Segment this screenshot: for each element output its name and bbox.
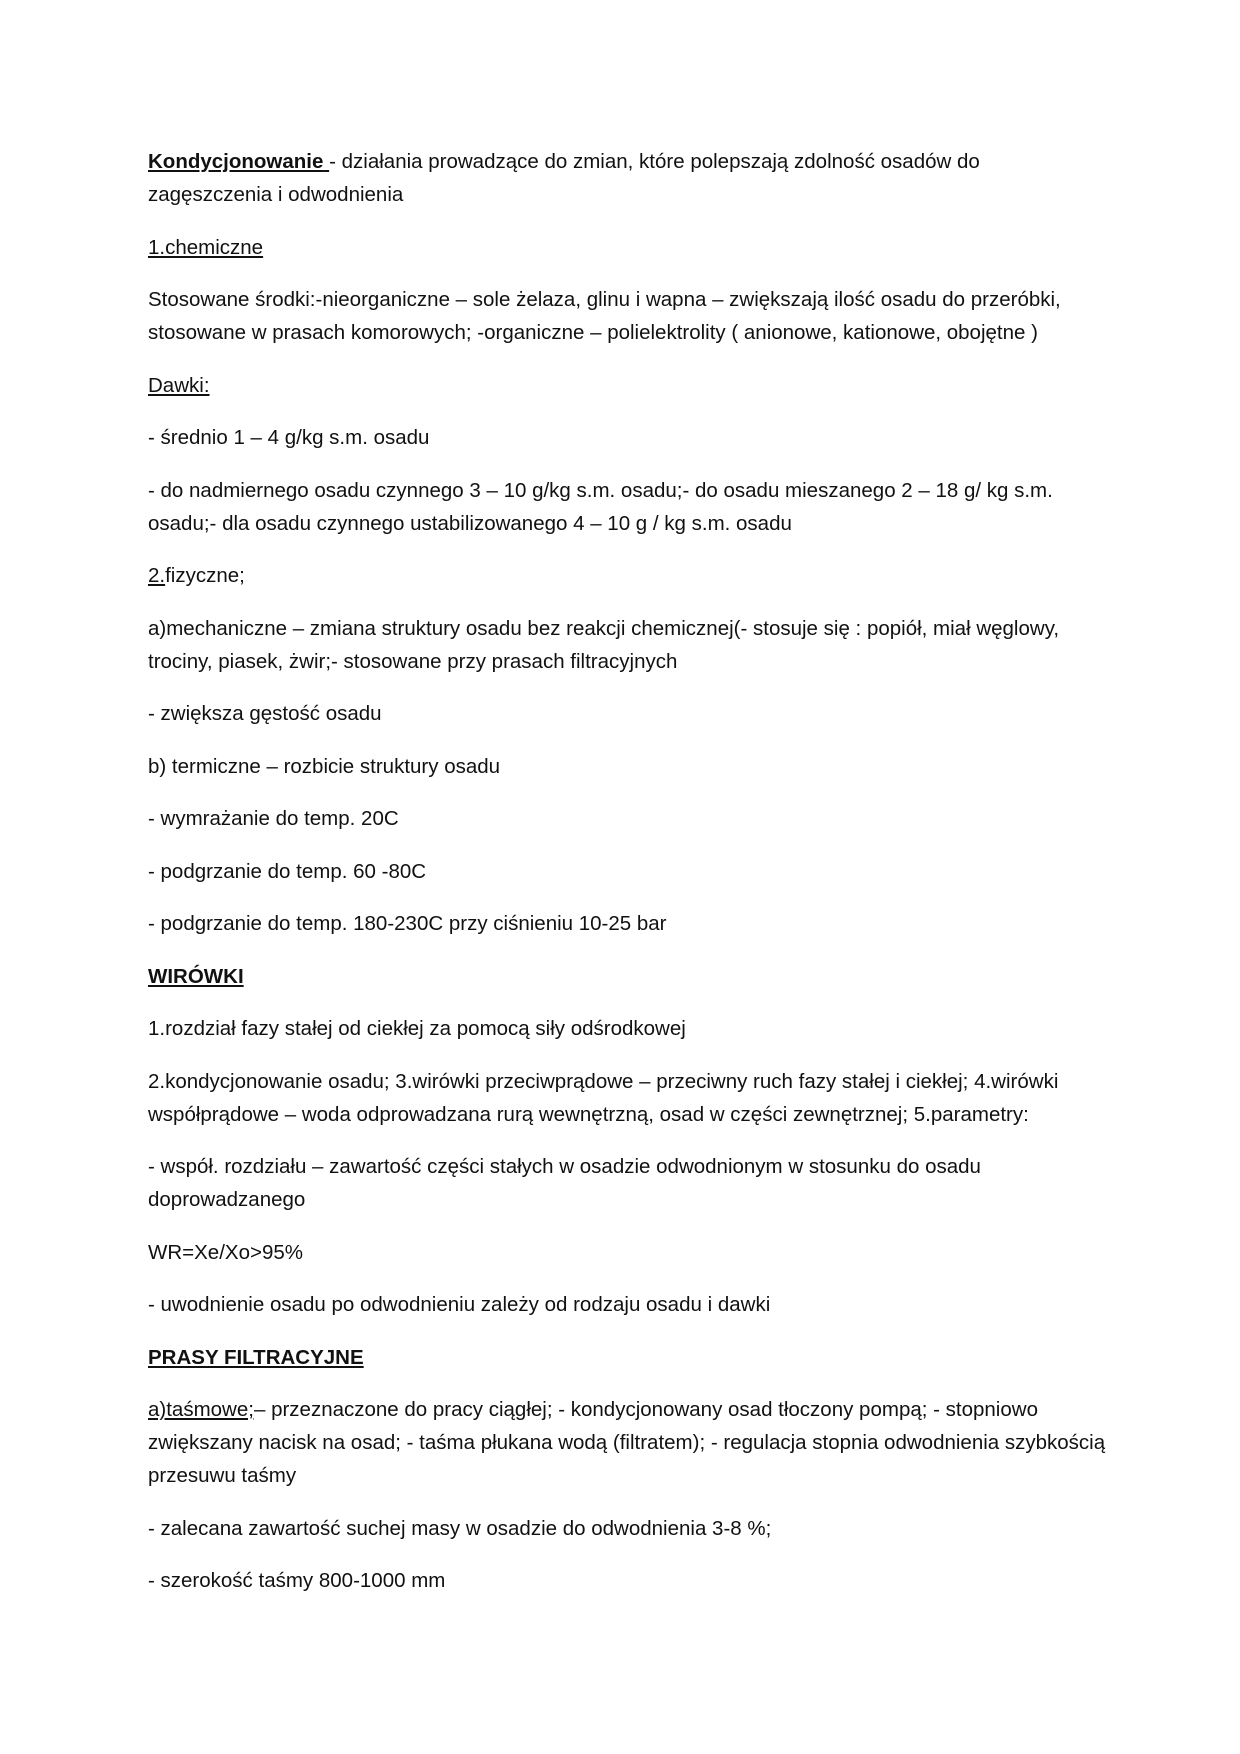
belt-press-label: a)taśmowe; <box>148 1398 254 1421</box>
mechanical-effect: - zwiększa gęstość osadu <box>148 702 382 725</box>
prasy-p2: - szerokość taśmy 800-1000 mm <box>148 1569 446 1592</box>
dose-average: - średnio 1 – 4 g/kg s.m. osadu <box>148 426 430 449</box>
thermal-heating-low: - podgrzanie do temp. 60 -80C <box>148 859 427 883</box>
doses-heading-text: Dawki: <box>148 373 210 397</box>
heading-prasy <box>148 1341 1108 1374</box>
wirowki-p1: 1.rozdział fazy stałej od ciekłej za pomocą siły odśrodkowej <box>148 1017 686 1040</box>
prasy-p1: - zalecana zawartość suchej masy w osadzie do odwodnienia 3-8 %; <box>148 1516 772 1540</box>
heading-chemiczne <box>148 231 1108 264</box>
heading-wirowki <box>148 960 1108 993</box>
intro-paragraph <box>148 145 1108 211</box>
document-page <box>148 145 1108 1617</box>
doses-heading <box>148 369 1108 402</box>
belt-press-paragraph <box>148 1393 1108 1492</box>
prasy-heading: PRASY FILTRACYJNE <box>148 1345 364 1369</box>
wirowki-formula: WR=Xe/Xo>95% <box>148 1240 303 1264</box>
thermal-freezing: - wymrażanie do temp. 20C <box>148 807 399 830</box>
mechanical-paragraph: a)mechaniczne – zmiana struktury osadu bez reakcji chemicznej(- stosuje się : popiół, miał węglowy, trociny, piasek, żwir;- stosowane przy prasach filtracyjnych <box>148 616 1060 673</box>
section-1-heading: 1.chemiczne <box>148 235 264 259</box>
thermal-heating-high: - podgrzanie do temp. 180-230C przy ciśnieniu 10-25 bar <box>148 912 667 935</box>
thermal-paragraph: b) termiczne – rozbicie struktury osadu <box>148 754 501 778</box>
dose-details: - do nadmiernego osadu czynnego 3 – 10 g/kg s.m. osadu;- do osadu mieszanego 2 – 18 g/ kg s.m. osadu;- dla osadu czynnego ustabilizowanego 4 – 10 g / kg s.m. osadu <box>148 478 1053 535</box>
heading-fizyczne <box>148 559 1108 592</box>
intro-definition: - działania prowadzące do zmian, które polepszają zdolność osadów do zagęszczenia i odwodnienia <box>148 150 980 206</box>
section-2-title: fizyczne; <box>165 564 245 587</box>
term-kondycjonowanie: Kondycjonowanie <box>148 150 324 173</box>
wirowki-p2: 2.kondycjonowanie osadu; 3.wirówki przeciwprądowe – przeciwny ruch fazy stałej i ciekłej; 4.wirówki współprądowe – woda odprowadzana rurą wewnętrzną, osad w części zewnętrznej; 5.parametry: <box>148 1069 1059 1126</box>
wirowki-heading: WIRÓWKI <box>148 964 244 988</box>
wirowki-p4: - uwodnienie osadu po odwodnieniu zależy od rodzaju osadu i dawki <box>148 1293 771 1316</box>
chemical-agents-paragraph: Stosowane środki:-nieorganiczne – sole żelaza, glinu i wapna – zwiększają ilość osadu do przeróbki, stosowane w prasach komorowych; -organiczne – polielektrolity ( anionowe, kationowe, obojętne ) <box>148 288 1061 344</box>
belt-press-text: – przeznaczone do pracy ciągłej; - kondycjonowany osad tłoczony pompą; - stopniowo zwiększany nacisk na osad; - taśma płukana wodą (filtratem); - regulacja stopnia odwodnienia szybkością przesuwu taśmy <box>148 1398 1106 1487</box>
section-2-number: 2. <box>148 564 166 587</box>
wirowki-p3: - współ. rozdziału – zawartość części stałych w osadzie odwodnionym w stosunku do osadu doprowadzanego <box>148 1155 981 1211</box>
